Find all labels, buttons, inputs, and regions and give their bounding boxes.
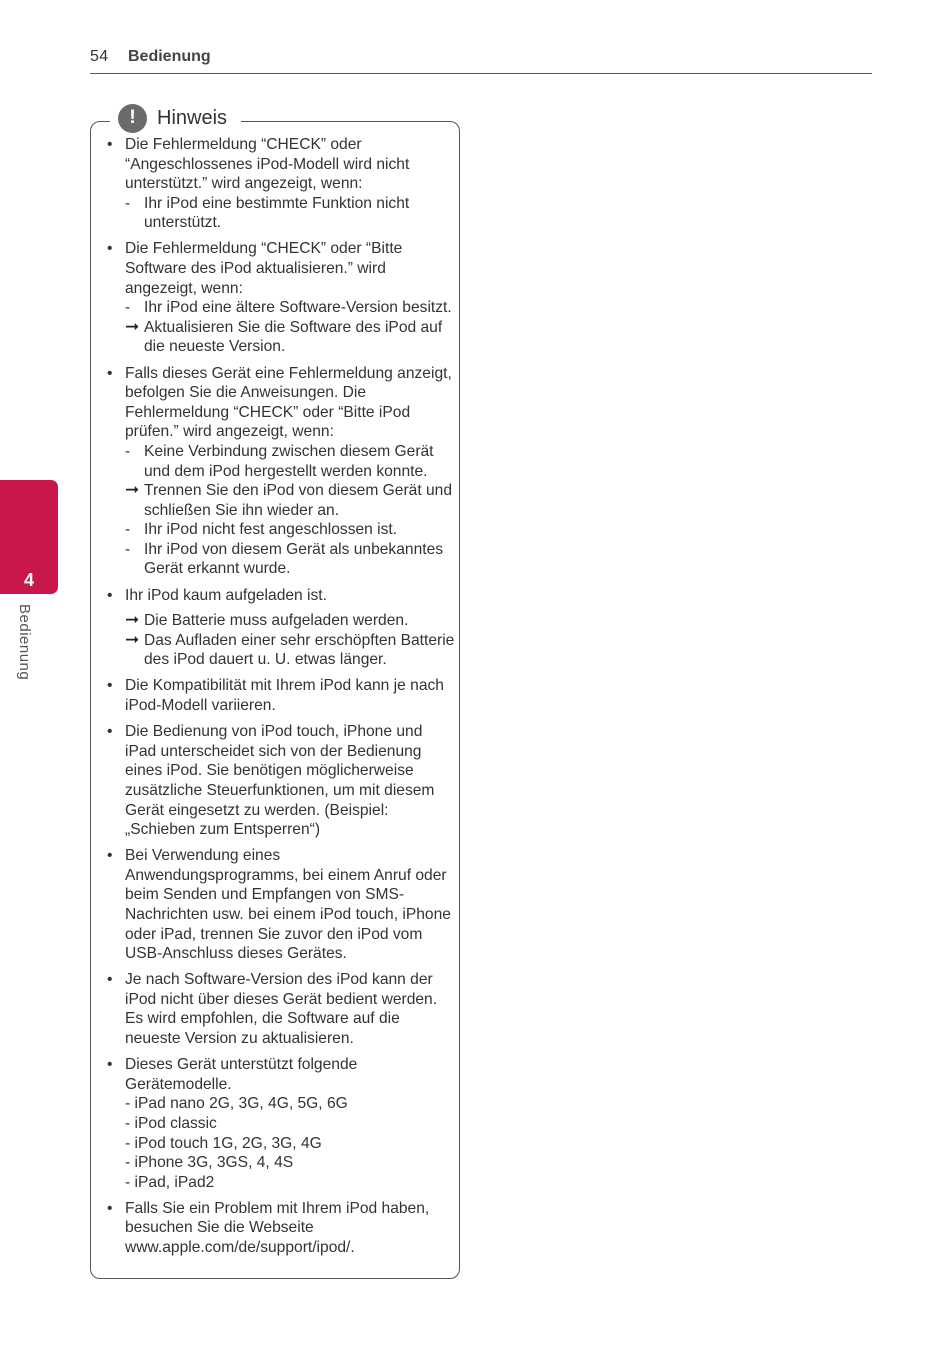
note-heading bbox=[110, 102, 241, 134]
note-sub-text: Ihr iPod von diesem Gerät als unbekanntes Gerät erkannt wurde. bbox=[144, 540, 444, 578]
note-list-item bbox=[104, 135, 456, 233]
note-content bbox=[104, 135, 456, 1264]
supported-model-line: - iPod classic bbox=[125, 1114, 217, 1132]
note-list-item bbox=[104, 970, 456, 1048]
chapter-side-label: Bedienung bbox=[16, 604, 33, 681]
note-sub-text: Ihr iPod nicht fest angeschlossen ist. bbox=[144, 521, 398, 539]
note-item-text: • Je nach Software-Version des iPod kann der iPod nicht über dieses Gerät bedient werden. Es wird empfohlen, die Software auf die neueste Version zu aktualisieren. bbox=[125, 971, 438, 1048]
arrow-right-icon: ➞ bbox=[125, 629, 140, 649]
dash-marker: - bbox=[125, 194, 131, 212]
note-item-text: • Ihr iPod kaum aufgeladen ist. bbox=[125, 586, 327, 604]
exclamation-icon: ! bbox=[118, 104, 147, 133]
note-sub-text: Keine Verbindung zwischen diesem Gerät und dem iPod hergestellt werden konnte. bbox=[144, 442, 434, 480]
note-item-text: • Bei Verwendung eines Anwendungsprogramms, bei einem Anruf oder beim Senden und Empfangen von SMS-Nachrichten usw. bei einem iPod touch, iPhone oder iPad, trennen Sie zuvor den iPod vom USB-Anschluss dieses Gerätes. bbox=[125, 847, 451, 963]
note-sub-item bbox=[125, 520, 456, 540]
note-item-text: • Die Kompatibilität mit Ihrem iPod kann je nach iPod-Modell variieren. bbox=[125, 677, 444, 715]
note-sub-text: Die Batterie muss aufgeladen werden. bbox=[144, 612, 409, 630]
note-arrow-item bbox=[125, 631, 456, 670]
note-sub-text: Aktualisieren Sie die Software des iPod auf die neueste Version. bbox=[144, 318, 443, 356]
note-list-item bbox=[104, 364, 456, 580]
note-item-text: • Die Fehlermeldung “CHECK” oder “Angeschlossenes iPod-Modell wird nicht unterstützt.” wird angezeigt, wenn: bbox=[125, 136, 410, 193]
arrow-right-icon: ➞ bbox=[125, 610, 140, 630]
note-arrow-item bbox=[125, 611, 456, 631]
supported-model-line: - iPhone 3G, 3GS, 4, 4S bbox=[125, 1154, 294, 1172]
chapter-tab-number: 4 bbox=[23, 570, 34, 590]
dash-marker: - bbox=[125, 442, 131, 460]
supported-model-line: - iPad, iPad2 bbox=[125, 1173, 215, 1191]
note-list-item bbox=[104, 722, 456, 840]
note-item-text: • Falls Sie ein Problem mit Ihrem iPod haben, besuchen Sie die Webseite www.apple.com/de/support/ipod/. bbox=[125, 1199, 430, 1256]
note-list-item bbox=[104, 586, 456, 670]
note-list-item bbox=[104, 239, 456, 357]
note-list-item bbox=[104, 846, 456, 964]
note-arrow-item bbox=[125, 318, 456, 357]
note-arrow-item bbox=[125, 481, 456, 520]
note-list-item bbox=[104, 1055, 456, 1192]
note-sub-text: Trennen Sie den iPod von diesem Gerät und schließen Sie ihn wieder an. bbox=[144, 482, 453, 519]
page-number: 54 bbox=[90, 48, 109, 65]
note-sub-text: Ihr iPod eine ältere Software-Version besitzt. bbox=[144, 299, 452, 317]
note-sub-item bbox=[125, 540, 456, 579]
note-sub-text: Ihr iPod eine bestimmte Funktion nicht unterstützt. bbox=[144, 194, 410, 232]
supported-model-line: - iPod touch 1G, 2G, 3G, 4G bbox=[125, 1134, 322, 1152]
note-sub-item bbox=[125, 194, 456, 233]
note-list-item bbox=[104, 676, 456, 715]
note-item-text: • Die Fehlermeldung “CHECK” oder “Bitte Software des iPod aktualisieren.” wird angezeigt, wenn: bbox=[125, 240, 403, 297]
note-list-item bbox=[104, 1199, 456, 1258]
note-title: Hinweis bbox=[157, 106, 228, 129]
arrow-right-icon: ➞ bbox=[125, 480, 140, 500]
dash-marker: - bbox=[125, 299, 131, 317]
supported-model-line: - iPad nano 2G, 3G, 4G, 5G, 6G bbox=[125, 1095, 348, 1113]
note-sub-text: Das Aufladen einer sehr erschöpften Batterie des iPod dauert u. U. etwas länger. bbox=[144, 631, 455, 669]
header-title: Bedienung bbox=[128, 48, 211, 65]
note-sub-item bbox=[125, 298, 456, 318]
dash-marker: - bbox=[125, 540, 131, 558]
note-item-text: • Die Bedienung von iPod touch, iPhone und iPad unterscheidet sich von der Bedienung eines iPod. Sie benötigen möglicherweise zusätzliche Steuerfunktionen, um mit diesem Gerät eingesetzt zu werden. (Beispiel: „Schieben zum Entsperren“) bbox=[125, 723, 435, 839]
note-item-text: • Falls dieses Gerät eine Fehlermeldung anzeigt, befolgen Sie die Anweisungen. Die Fehlermeldung “CHECK” oder “Bitte iPod prüfen.” wird angezeigt, wenn: bbox=[125, 364, 452, 441]
arrow-right-icon: ➞ bbox=[125, 316, 140, 336]
header-divider bbox=[90, 73, 872, 74]
dash-marker: - bbox=[125, 521, 131, 539]
note-item-text: • Dieses Gerät unterstützt folgende Gerätemodelle. bbox=[125, 1056, 358, 1093]
note-sub-item bbox=[125, 442, 456, 481]
